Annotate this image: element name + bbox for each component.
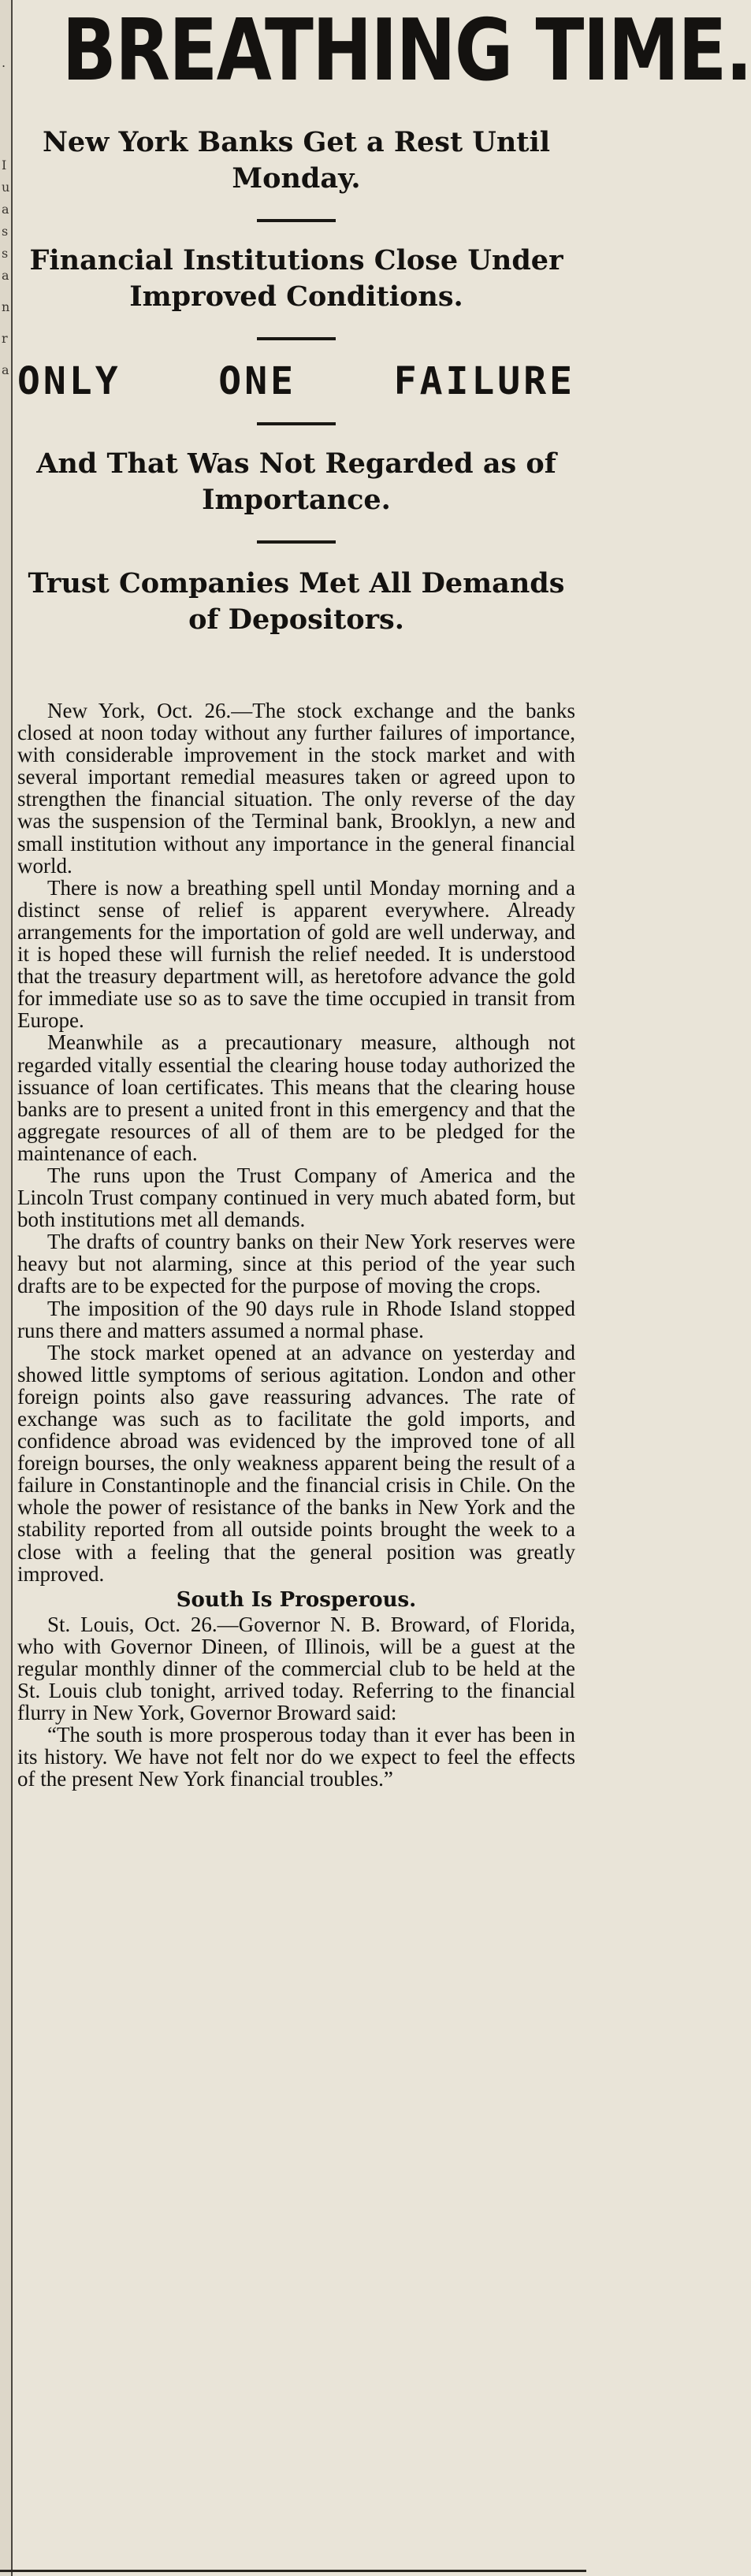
column-bottom-rule [0, 2570, 586, 2572]
article-paragraph: The imposition of the 90 days rule in Rhode Island stopped runs there and matters assumed a normal phase. [17, 1296, 575, 1342]
article-body [17, 700, 575, 1791]
gutter-fragment: s [2, 224, 9, 239]
article-column [17, 0, 751, 1791]
subhead-south-is-prosperous: South Is Prosperous. [176, 1587, 417, 1612]
deck-only-one-failure [17, 340, 575, 422]
headline: BREATHING TIME. [61, 2, 751, 100]
gutter-fragment: s [2, 246, 9, 261]
gutter-fragment: n [2, 299, 10, 314]
article-paragraph: There is now a breathing spell until Monday morning and a distinct sense of relief is apparent everywhere. Already arrangements for the importation of gold are well underway, and it is hoped these will furnish the relief needed. It is understood that the treasury department will, as heretofore advance the gold for immediate use so as to save the time occupied in transit from Europe. [17, 875, 575, 1033]
deck-trust-companies: Trust Companies Met All Demands of Depositors. [28, 567, 565, 636]
gutter-fragment: a [2, 268, 9, 283]
deck-word: ONE [218, 359, 296, 403]
article-paragraph: St. Louis, Oct. 26.—Governor N. B. Broward, of Florida, who with Governor Dineen, of Illinois, will be a guest at the regular monthly dinner of the commercial club to be held at the St. Louis club tonight, arrived today. Referring to the financial flurry in New York, Governor Broward said: [17, 1612, 575, 1725]
gutter-fragment: a [2, 362, 9, 377]
article-paragraph: Meanwhile as a precautionary measure, although not regarded vitally essential the clearing house today authorized the issuance of loan certificates. This means that the clearing house banks are to present a united front in this emergency and that the aggregate resources of all of them are to be pledged for the maintenance of each. [17, 1030, 575, 1165]
article-quote: “The south is more prosperous today than it ever has been in its history. We have not felt nor do we expect to feel the effects of the present New York financial troubles.” [17, 1723, 575, 1791]
page-gutter [0, 0, 13, 2576]
deck-word: FAILURE [393, 359, 575, 403]
deck-word: ONLY [17, 359, 121, 403]
deck-new-york-banks: New York Banks Get a Rest Until Monday. [42, 126, 551, 195]
article-paragraph: The drafts of country banks on their New York reserves were heavy but not alarming, since at this period of the year such drafts are to be expected for the purpose of moving the crops. [17, 1230, 575, 1298]
article-paragraph: The stock market opened at an advance on yesterday and showed little symptoms of serious agitation. London and other foreign points also gave reassuring advances. The rate of exchange was such as to facilitate the gold imports, and confidence abroad was evidenced by the improved tone of all foreign bourses, the only weakness apparent being the result of a failure in Constantinople and the financial crisis in Chile. On the whole the power of resistance of the banks in New York and the stability reported from all outside points brought the week to a close with a feeling that the general position was greatly improved. [17, 1340, 575, 1586]
article-paragraph: New York, Oct. 26.—The stock exchange and the banks closed at noon today without any further failures of importance, with considerable improvement in the stock market and with several important remedial measures taken or agreed upon to strengthen the financial situation. The only reverse of the day was the suspension of the Terminal bank, Brooklyn, a new and small institution without any importance in the general financial world. [17, 699, 575, 878]
gutter-fragment: a [2, 202, 9, 217]
gutter-fragment: I [2, 158, 7, 173]
gutter-fragment: u [2, 180, 10, 195]
article-paragraph: The runs upon the Trust Company of America and the Lincoln Trust company continued in very much abated form, but both institutions met all demands. [17, 1163, 575, 1232]
gutter-fragment: . [2, 55, 6, 70]
deck-not-regarded: And That Was Not Regarded as of Importance. [36, 447, 556, 516]
deck-financial-institutions: Financial Institutions Close Under Improved Conditions. [29, 244, 563, 313]
gutter-fragment: r [2, 331, 8, 346]
